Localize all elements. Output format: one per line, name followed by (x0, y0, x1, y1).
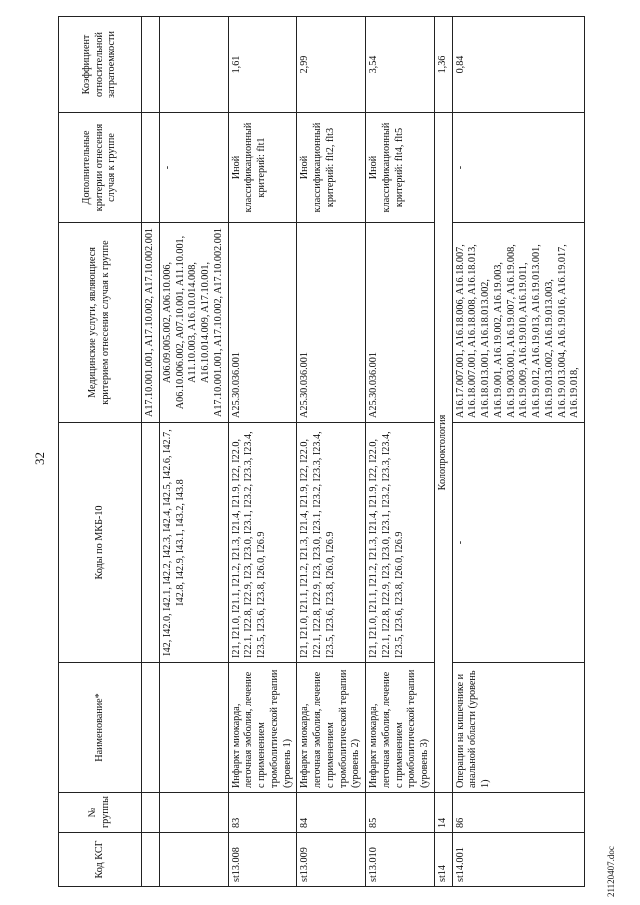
cell-extra: Иной классификационный критерий: flt2, flt3 (297, 113, 366, 223)
cell-num: 83 (228, 793, 297, 833)
cell-services: A16.17.007.001, A16.18.006, A16.18.007, A16.18.007.001, A16.18.008, A16.18.013, A16.18.013.001, A16.18.013.002, A16.19.001, A16.19.002, A16.19.003, A16.19.003.001, A16.19.007, A16.19.008, A16.19.009, A16.19.010, A16.19.011, A16.19.012, A16.19.013, A16.19.013.001, A16.19.013.002, A16.19.013.003, A16.19.013.004, A16.19.016, A16.19.017, A16.19.018, (452, 223, 585, 423)
cell-name: Инфаркт миокарда, легочная эмболия, лечение с применением тромболитической терапии (уровень 3) (366, 663, 435, 793)
cell-num: 84 (297, 793, 366, 833)
table-row (297, 17, 366, 887)
cell-code: st13.010 (366, 833, 435, 887)
section-coef: 1,36 (434, 17, 452, 113)
cell-mkb: I42, I42.0, I42.1, I42.2, I42.3, I42.4, I42.5, I42.6, I42.7, I42.8, I42.9, I43.1, I43.2, I43.8 (159, 423, 228, 663)
table-row (228, 17, 297, 887)
section-num: 14 (434, 793, 452, 833)
cell-coef (142, 17, 160, 113)
cell-num: 86 (452, 793, 585, 833)
cell-extra: - (452, 113, 585, 223)
cell-code: st13.009 (297, 833, 366, 887)
col-header-group-no: № группы (59, 793, 142, 833)
cell-name: Инфаркт миокарда, легочная эмболия, лечение с применением тромболитической терапии (уровень 2) (297, 663, 366, 793)
section-title: Колопроктология (434, 113, 452, 793)
cell-mkb (142, 423, 160, 663)
cell-coef: 3,54 (366, 17, 435, 113)
table-row (366, 17, 435, 887)
footer-doc-code: 21120407.doc (606, 846, 616, 897)
table-header-row (59, 17, 142, 887)
col-header-services: Медицинские услуги, являющиеся критерием отнесения случая к группе (59, 223, 142, 423)
cell-num: 85 (366, 793, 435, 833)
cell-num (159, 793, 228, 833)
cell-name (142, 663, 160, 793)
col-header-coef: Коэффициент относительной затратоемкости (59, 17, 142, 113)
cell-mkb: I21, I21.0, I21.1, I21.2, I21.3, I21.4, I21.9, I22, I22.0, I22.1, I22.8, I22.9, I23, I23.0, I23.1, I23.2, I23.3, I23.4, I23.5, I23.6, I23.8, I26.0, I26.9 (366, 423, 435, 663)
cell-num (142, 793, 160, 833)
cell-services: A17.10.001.001, A17.10.002, A17.10.002.001 (142, 223, 160, 423)
cell-extra (142, 113, 160, 223)
cell-name (159, 663, 228, 793)
cell-coef (159, 17, 228, 113)
page-number: 32 (32, 452, 47, 465)
cell-services: A06.09.005.002, A06.10.006, A06.10.006.002, A07.10.001, A11.10.001, A11.10.003, A16.10.014.008, A16.10.014.009, A17.10.001, A17.10.001.001, A17.10.002, A17.10.002.001 (159, 223, 228, 423)
cell-extra: - (159, 113, 228, 223)
cell-mkb: - (452, 423, 585, 663)
cell-code (142, 833, 160, 887)
cell-mkb: I21, I21.0, I21.1, I21.2, I21.3, I21.4, I21.9, I22, I22.0, I22.1, I22.8, I22.9, I23, I23.0, I23.1, I23.2, I23.3, I23.4, I23.5, I23.6, I23.8, I26.0, I26.9 (228, 423, 297, 663)
cell-coef: 0,84 (452, 17, 585, 113)
table-row (452, 17, 585, 887)
cell-mkb: I21, I21.0, I21.1, I21.2, I21.3, I21.4, I21.9, I22, I22.0, I22.1, I22.8, I22.9, I23, I23.0, I23.1, I23.2, I23.3, I23.4, I23.5, I23.6, I23.8, I26.0, I26.9 (297, 423, 366, 663)
cell-services: A25.30.036.001 (228, 223, 297, 423)
cell-code: st14.001 (452, 833, 585, 887)
cell-name: Инфаркт миокарда, легочная эмболия, лечение с применением тромболитической терапии (уровень 1) (228, 663, 297, 793)
cell-extra: Иной классификационный критерий: flt1 (228, 113, 297, 223)
cell-extra: Иной классификационный критерий: flt4, flt5 (366, 113, 435, 223)
cell-coef: 2,99 (297, 17, 366, 113)
section-row (434, 17, 452, 887)
cell-name: Операции на кишечнике и анальной области (уровень 1) (452, 663, 585, 793)
ksg-table (58, 16, 585, 887)
cell-code (159, 833, 228, 887)
cell-services: A25.30.036.001 (366, 223, 435, 423)
col-header-mkb: Коды по МКБ-10 (59, 423, 142, 663)
table-row (142, 17, 160, 887)
col-header-code: Код КСГ (59, 833, 142, 887)
cell-code: st13.008 (228, 833, 297, 887)
cell-coef: 1,61 (228, 17, 297, 113)
table-row (159, 17, 228, 887)
cell-services: A25.30.036.001 (297, 223, 366, 423)
col-header-name: Наименование* (59, 663, 142, 793)
section-code: st14 (434, 833, 452, 887)
col-header-extra: Дополнительные критерии отнесения случая к группе (59, 113, 142, 223)
